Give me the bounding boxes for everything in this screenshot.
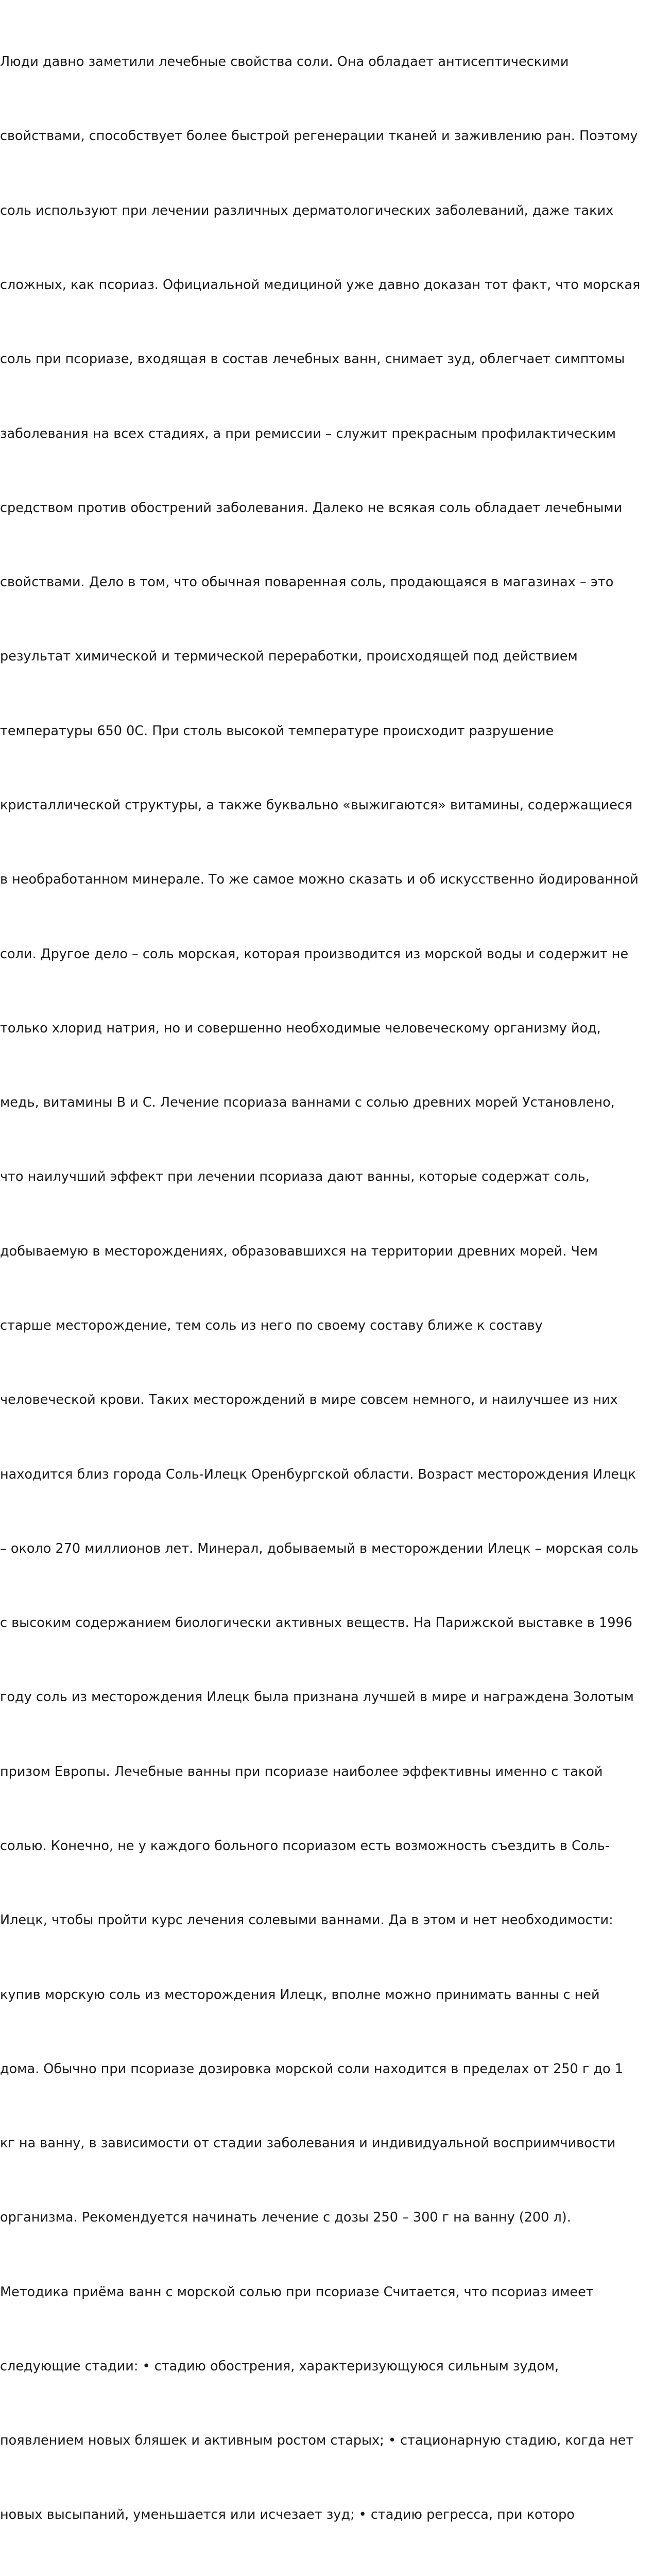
- text-line: сложных, как псориаз. Официальной медициной уже давно доказан тот факт, что морская: [0, 277, 641, 293]
- text-line: только хлорид натрия, но и совершенно необходимые человеческому организму йод,: [0, 1020, 601, 1036]
- text-line: результат химической и термической переработки, происходящей под действием: [0, 649, 578, 665]
- text-line: соль используют при лечении различных дерматологических заболеваний, даже таких: [0, 202, 614, 218]
- text-line: добываемую в месторождениях, образовавшихся на территории древних морей. Чем: [0, 1243, 598, 1259]
- text-line: человеческой крови. Таких месторождений в мире совсем немного, и наилучшее из них: [0, 1392, 618, 1408]
- text-line: кг на ванну, в зависимости от стадии заболевания и индивидуальной восприимчивости: [0, 2136, 616, 2151]
- text-line: средством против обострений заболевания. Далеко не всякая соль обладает лечебными: [0, 500, 623, 516]
- text-line: соли. Другое дело – соль морская, которая производится из морской воды и содержит не: [0, 946, 629, 962]
- text-line: следующие стадии: • стадию обострения, характеризующуюся сильным зудом,: [0, 2358, 559, 2374]
- text-line: соль при псориазе, входящая в состав лечебных ванн, снимает зуд, облегчает симптомы: [0, 351, 625, 367]
- text-line: призом Европы. Лечебные ванны при псориазе наиболее эффективны именно с такой: [0, 1764, 603, 1780]
- text-line: старше месторождение, тем соль из него по своему составу ближе к составу: [0, 1317, 543, 1333]
- text-line: что наилучший эффект при лечении псориаза дают ванны, которые содержат соль,: [0, 1169, 590, 1185]
- text-line: солью. Конечно, не у каждого больного псориазом есть возможность съездить в Соль-: [0, 1838, 610, 1854]
- text-line: кристаллической структуры, а также буквально «выжигаются» витамины, содержащиеся: [0, 798, 633, 813]
- text-line: Методика приёма ванн с морской солью при псориазе Считается, что псориаз имеет: [0, 2284, 594, 2300]
- text-line: появлением новых бляшек и активным ростом старых; • стационарную стадию, когда нет: [0, 2433, 634, 2449]
- text-line: дома. Обычно при псориазе дозировка морской соли находится в пределах от 250 г до 1: [0, 2061, 623, 2077]
- text-line: в необработанном минерале. То же самое можно сказать и об искусственно йодированной: [0, 872, 639, 888]
- text-line: купив морскую соль из месторождения Илецк, вполне можно принимать ванны с ней: [0, 1987, 600, 2003]
- text-line: медь, витамины В и С. Лечение псориаза ваннами с солью древних морей Установлено,: [0, 1095, 615, 1111]
- text-line: находится близ города Соль-Илецк Оренбургской области. Возраст месторождения Илецк: [0, 1466, 636, 1482]
- text-line: новых высыпаний, уменьшается или исчезает зуд; • стадию регресса, при которо: [0, 2507, 575, 2523]
- text-line: Илецк, чтобы пройти курс лечения солевыми ваннами. Да в этом и нет необходимости:: [0, 1912, 613, 1928]
- text-line: свойствами, способствует более быстрой регенерации тканей и заживлению ран. Поэтому: [0, 128, 638, 144]
- text-line: заболевания на всех стадиях, а при ремиссии – служит прекрасным профилактическим: [0, 426, 616, 442]
- text-line: организма. Рекомендуется начинать лечение с дозы 250 – 300 г на ванну (200 л).: [0, 2210, 571, 2226]
- text-line: с высоким содержанием биологически активных веществ. На Парижской выставке в 1996: [0, 1615, 632, 1631]
- text-line: году соль из месторождения Илецк была признана лучшей в мире и награждена Золотым: [0, 1689, 634, 1705]
- text-line: свойствами. Дело в том, что обычная поваренная соль, продающаяся в магазинах – это: [0, 574, 614, 590]
- text-line: температуры 650 0С. При столь высокой температуре происходит разрушение: [0, 723, 554, 739]
- text-line: Люди давно заметили лечебные свойства соли. Она обладает антисептическими: [0, 54, 569, 70]
- text-line: – около 270 миллионов лет. Минерал, добываемый в месторождении Илецк – морская соль: [0, 1540, 639, 1556]
